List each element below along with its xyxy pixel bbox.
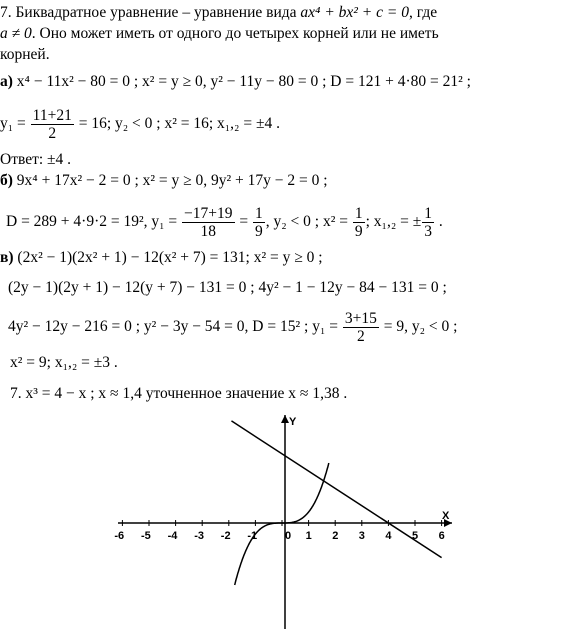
part-c-equation (0, 249, 323, 267)
part-c-l3-end: = 9, y₂ < 0 ; (383, 318, 458, 336)
x-tick-label: 3 (358, 530, 365, 542)
frac-den: 3 (424, 223, 432, 240)
line-intro-2 (0, 25, 439, 43)
frac-num: 1 (255, 205, 263, 222)
frac-num: −17+19 (184, 205, 233, 222)
x-tick-label: -6 (114, 530, 125, 542)
frac-num: 3+15 (344, 310, 377, 327)
x-axis-label: X (442, 510, 450, 522)
intro-formula: ax⁴ + bx² + c = 0 (300, 4, 409, 21)
frac-den: 18 (200, 223, 217, 240)
part-b-frac1 (182, 205, 234, 240)
x-tick-label: 1 (305, 530, 312, 542)
x-tick-label: 2 (332, 530, 339, 542)
part-b-eq2: = (239, 213, 249, 231)
x-tick-label: 0 (285, 530, 292, 542)
part-b-frac3 (353, 205, 365, 240)
frac-den: 2 (356, 328, 365, 345)
frac-den: 9 (255, 223, 263, 240)
part-a-y1: y₁ = (0, 115, 26, 133)
line-intro-3: корней. (0, 46, 50, 63)
part-a-label: а) (0, 73, 13, 90)
part-c-line3 (8, 310, 457, 345)
part-b-label: б) (0, 172, 13, 189)
part-b-frac2 (253, 205, 265, 240)
line-intro-1 (0, 4, 437, 22)
x-tick-label: 5 (412, 530, 419, 542)
part-b-solution (6, 205, 443, 240)
intro-condition: a ≠ 0 (0, 25, 32, 42)
frac-num: 11+21 (32, 107, 72, 124)
part-c-label: в) (0, 249, 14, 266)
intro-text-2: . Оно может иметь от одного до четырех корней или не иметь (31, 25, 439, 42)
part-b-equation (0, 172, 328, 190)
frac-den: 9 (354, 223, 363, 240)
graph (0, 405, 571, 634)
part-a-equation (0, 73, 471, 91)
intro-end: , где (408, 4, 438, 21)
frac-num: 1 (354, 205, 363, 222)
part-b-mid2: ; x₁,₂ = ± (365, 213, 422, 231)
y-axis-arrow (281, 415, 289, 423)
part-a-eq: x⁴ − 11x² − 80 = 0 ; x² = y ≥ 0, y² − 11y − 80 = 0 ; D = 121 + 4·80 = 21² ; (16, 73, 471, 90)
part-b-mid: , y₂ < 0 ; x² = (265, 213, 348, 231)
part-b-d: D = 289 + 4·9·2 = 19², y₁ = (6, 213, 178, 231)
part-c-line2: (2y − 1)(2y + 1) − 12(y + 7) − 131 = 0 ; 4y² − 1 − 12y − 84 − 131 = 0 ; (8, 279, 447, 296)
x-tick-label: -2 (220, 530, 231, 542)
part-c-l3: 4y² − 12y − 216 = 0 ; y² − 3y − 54 = 0, D = 15² ; y₁ = (8, 318, 338, 336)
part-c-fraction (343, 310, 379, 345)
part-a-answer: Ответ: ±4 . (0, 151, 72, 168)
x-tick-label: -5 (141, 530, 151, 542)
y-axis-label: Y (289, 416, 297, 428)
x-tick-label: -3 (194, 530, 204, 542)
frac-den: 2 (48, 125, 57, 142)
part-b-frac4 (422, 205, 434, 240)
part-a-fraction (31, 107, 74, 142)
part-b-eq: 9x⁴ + 17x² − 2 = 0 ; x² = y ≥ 0, 9y² + 17y − 2 = 0 ; (16, 172, 328, 189)
x-tick-label: -4 (167, 530, 178, 542)
part-c-line4: x² = 9; x₁,₂ = ±3 . (10, 354, 118, 371)
x-tick-label: 4 (385, 530, 392, 542)
part-a-tail: = 16; y₂ < 0 ; x² = 16; x₁,₂ = ±4 . (78, 115, 280, 133)
x-tick-label: 6 (438, 530, 445, 542)
intro-text: 7. Биквадратное уравнение – уравнение вида (0, 4, 301, 21)
part-c-eq: (2x² − 1)(2x² + 1) − 12(x² + 7) = 131; x² = y ≥ 0 ; (17, 249, 323, 266)
part-b-end: . (438, 213, 443, 231)
x-tick-label: -1 (247, 530, 258, 542)
part-a-solution (0, 107, 280, 142)
frac-num: 1 (424, 205, 432, 222)
problem-7b: 7. x³ = 4 − x ; x ≈ 1,4 уточненное значение x ≈ 1,38 . (10, 385, 348, 402)
